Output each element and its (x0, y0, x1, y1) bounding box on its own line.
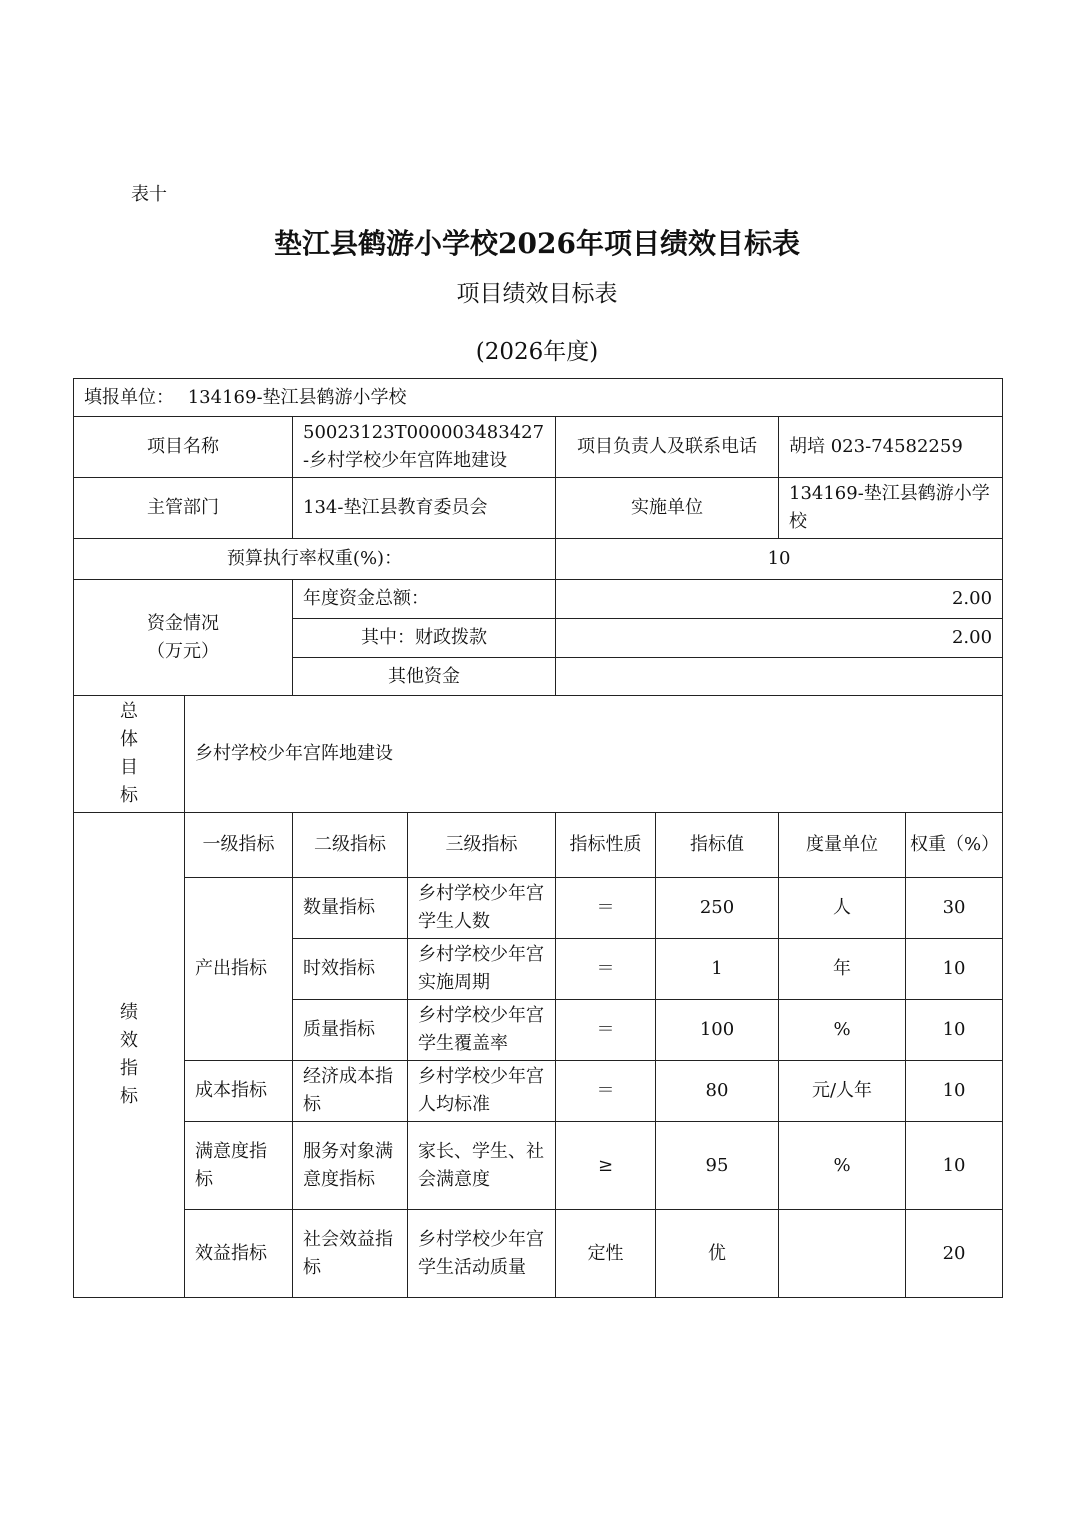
value-cell: 1 (656, 939, 779, 1000)
header-level3: 三级指标 (408, 813, 556, 878)
weight-cell: 30 (906, 878, 1003, 939)
project-name-label: 项目名称 (74, 417, 293, 478)
dept-value: 134-垫江县教育委员会 (293, 478, 556, 539)
weight-cell: 10 (906, 1122, 1003, 1210)
funds-label-line2: （万元） (147, 640, 219, 662)
nature-cell: 定性 (556, 1210, 656, 1298)
fiscal-funds-label: 其中：财政拨款 (293, 619, 556, 658)
nature-cell: ＝ (556, 1061, 656, 1122)
unit-cell (779, 1210, 906, 1298)
overall-goal-text: 乡村学校少年宫阵地建设 (185, 696, 1003, 813)
level2-cell: 社会效益指标 (293, 1210, 408, 1298)
fill-unit-label: 填报单位： (84, 386, 174, 408)
value-cell: 95 (656, 1122, 779, 1210)
value-cell: 优 (656, 1210, 779, 1298)
indicator-char: 标 (120, 1086, 138, 1107)
level1-cell: 效益指标 (185, 1210, 293, 1298)
table-row (74, 878, 1003, 939)
unit-cell: 年 (779, 939, 906, 1000)
level3-cell: 乡村学校少年宫学生覆盖率 (408, 1000, 556, 1061)
table-row (74, 1122, 1003, 1210)
impl-label: 实施单位 (556, 478, 779, 539)
value-cell: 250 (656, 878, 779, 939)
manager-value: 胡培 023-74582259 (779, 417, 1003, 478)
value-cell: 80 (656, 1061, 779, 1122)
weight-cell: 10 (906, 1061, 1003, 1122)
level1-cell: 满意度指标 (185, 1122, 293, 1210)
goal-char: 标 (120, 785, 138, 806)
page-subtitle: 项目绩效目标表 (456, 281, 618, 307)
unit-cell: % (779, 1000, 906, 1061)
weight-cell: 10 (906, 1000, 1003, 1061)
funds-label-line1: 资金情况 (147, 612, 219, 634)
goal-char: 总 (120, 701, 138, 722)
level2-cell: 时效指标 (293, 939, 408, 1000)
nature-cell: ＝ (556, 1000, 656, 1061)
dept-label: 主管部门 (74, 478, 293, 539)
project-name-value: 50023123T000003483427-乡村学校少年宫阵地建设 (293, 417, 556, 478)
header-level2: 二级指标 (293, 813, 408, 878)
value-cell: 100 (656, 1000, 779, 1061)
overall-goal-label (74, 696, 185, 813)
level2-cell: 质量指标 (293, 1000, 408, 1061)
weight-cell: 10 (906, 939, 1003, 1000)
header-unit: 度量单位 (779, 813, 906, 878)
fiscal-year: (2026年度) (475, 339, 599, 365)
nature-cell: ＝ (556, 939, 656, 1000)
output-indicator-cell: 产出指标 (185, 878, 293, 1061)
nature-cell: ＝ (556, 878, 656, 939)
table-number: 表十 (131, 184, 167, 205)
level2-cell: 数量指标 (293, 878, 408, 939)
impl-value: 134169-垫江县鹤游小学校 (779, 478, 1003, 539)
level2-cell: 经济成本指标 (293, 1061, 408, 1122)
other-funds-label: 其他资金 (293, 658, 556, 696)
table-row (74, 1061, 1003, 1122)
indicators-label (74, 813, 185, 1298)
header-level1: 一级指标 (185, 813, 293, 878)
level2-cell: 服务对象满意度指标 (293, 1122, 408, 1210)
indicator-char: 效 (120, 1030, 138, 1051)
budget-weight-label: 预算执行率权重(%)： (74, 539, 556, 580)
goal-char: 目 (120, 757, 138, 778)
page-title: 垫江县鹤游小学校2026年项目绩效目标表 (274, 227, 800, 260)
level1-cell: 成本指标 (185, 1061, 293, 1122)
nature-cell: ≥ (556, 1122, 656, 1210)
indicator-char: 指 (120, 1058, 138, 1079)
level3-cell: 乡村学校少年宫实施周期 (408, 939, 556, 1000)
header-weight: 权重（%） (906, 813, 1003, 878)
budget-weight-value: 10 (556, 539, 1003, 580)
level3-cell: 乡村学校少年宫学生人数 (408, 878, 556, 939)
manager-label: 项目负责人及联系电话 (556, 417, 779, 478)
fiscal-funds-value: 2.00 (556, 619, 1003, 658)
goal-char: 体 (120, 729, 138, 750)
unit-cell: 人 (779, 878, 906, 939)
performance-table (73, 378, 1003, 1298)
annual-funds-value: 2.00 (556, 580, 1003, 619)
fill-unit-value: 134169-垫江县鹤游小学校 (187, 386, 407, 408)
other-funds-value (556, 658, 1003, 696)
level3-cell: 乡村学校少年宫学生活动质量 (408, 1210, 556, 1298)
unit-cell: % (779, 1122, 906, 1210)
table-row (74, 1210, 1003, 1298)
indicator-char: 绩 (120, 1002, 138, 1023)
funds-label (74, 580, 293, 696)
level3-cell: 家长、学生、社会满意度 (408, 1122, 556, 1210)
header-nature: 指标性质 (556, 813, 656, 878)
weight-cell: 20 (906, 1210, 1003, 1298)
fill-unit-row (74, 379, 1003, 417)
annual-funds-label: 年度资金总额： (293, 580, 556, 619)
level3-cell: 乡村学校少年宫人均标准 (408, 1061, 556, 1122)
header-value: 指标值 (656, 813, 779, 878)
unit-cell: 元/人年 (779, 1061, 906, 1122)
